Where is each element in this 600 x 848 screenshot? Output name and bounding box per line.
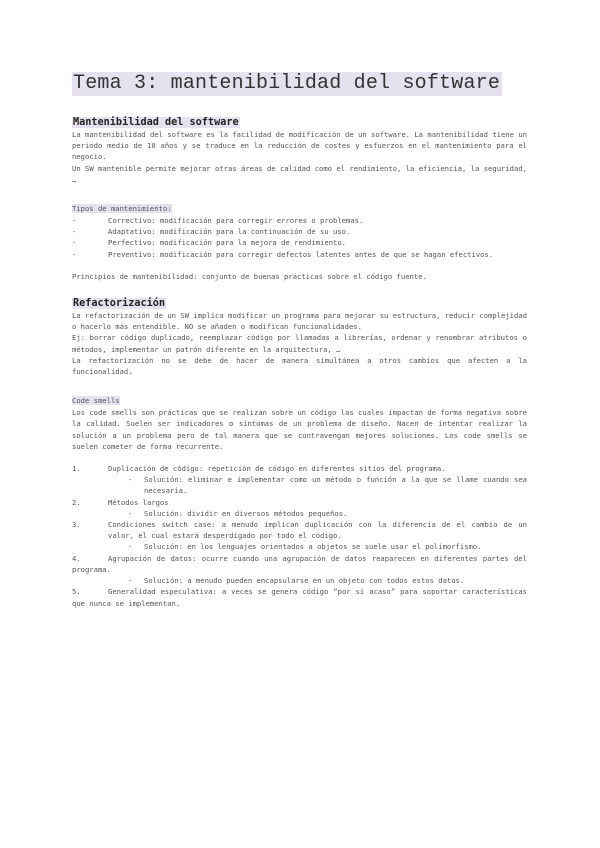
solution-item [72,541,527,552]
bullet: - [72,238,77,248]
numbered-item [72,497,527,508]
paragraph: Los code smells son prácticas que se realizan sobre un código las cuales impactan de forma negativa sobre la calidad. Suelen ser indicadores o síntomas de un problema de diseño. Nacen de intentar realizar la solución a un problema pero de tal manera que se contravengan mejores soluciones. Los code smells se suelen cometer de forma recurrente. [72,408,527,451]
paragraph: Ej: borrar código duplicado, reemplazar código por llamadas a librerías, ordenar y renombrar atributos o métodos, implementar un patrón diferente en la arquitectura, … [72,333,527,354]
bullet: - [128,475,133,485]
paragraph: La refactorización no se debe de hacer de manera simultánea a otros cambios que afecten a la funcionalidad. [72,355,527,377]
section-mantenibilidad [72,110,527,282]
bullet: - [128,542,133,552]
paragraph: Un SW mantenible permite mejorar otras áreas de calidad como el rendimiento, la eficiencia, la seguridad, … [72,163,527,184]
numbered-item [72,519,527,541]
item-text: Condiciones switch case: a menudo implican duplicación con la diferencia de el cambio de un valor, el cual estará desperdigado por todo el código. [108,520,527,541]
list-item-text: Preventivo: modificación para corregir defectos latentes antes de que se hagan efectivos. [108,249,494,259]
list-item-text: Perfectivo: modificación para la mejora de rendimiento. [108,238,346,248]
item-number: 1. [72,464,81,474]
document-page [72,72,527,609]
item-text: Generalidad especulativa: a veces se genera código “por si acaso” para soportar características que nunca se implementan. [72,587,527,608]
numbered-item [72,553,527,575]
paragraph: Principios de mantenibilidad: conjunto de buenas prácticas sobre el código fuente. [72,271,427,281]
solution-item [72,508,527,519]
paragraph: La mantenibilidad del software es la facilidad de modificación de un software. La mantenibilidad tiene un periodo medio de 10 años y se traduce en la reducción de costes y esfuerzos en el mantenimiento para el negocio. [72,130,527,162]
bullet: - [128,576,133,586]
solution-text: Solución: dividir en diversos métodos pequeños. [144,508,348,518]
page-title: Tema 3: mantenibilidad del software [73,72,501,95]
item-number: 3. [72,520,81,530]
solution-text: Solución: en los lenguajes orientados a objetos se suele usar el polimorfismo. [144,542,482,552]
solution-text: Solución: eliminar e implementar como un método o función a la que se llame cuando sea necesaria. [144,475,527,496]
numbered-item [72,586,527,608]
bullet: - [128,508,133,518]
bullet: - [72,249,77,259]
list-item [72,226,527,237]
item-number: 5. [72,587,81,597]
bullet: - [72,216,77,226]
section-refactorizacion [72,291,527,609]
subsection-label: Code smells [72,396,120,406]
list-item-text: Adaptativo: modificación para la continuación de su uso. [108,227,351,237]
item-number: 2. [72,497,81,507]
numbered-item [72,463,527,474]
bullet: - [72,227,77,237]
solution-item [72,474,527,496]
list-item-text: Correctivo: modificación para corregir errores o problemas. [108,216,364,226]
subsection-label: Tipos de mantenimiento: [72,204,172,214]
paragraph: La refactorización de un SW implica modificar un programa para mejorar su estructura, reducir complejidad o hacerlo más entendible. NO se añaden o modifican funcionalidades. [72,311,527,332]
item-number: 4. [72,553,81,563]
list-item [72,249,527,260]
list-item [72,237,527,248]
list-item [72,215,527,226]
section-heading: Mantenibilidad del software [73,117,239,128]
solution-text: Solución: a menudo pueden encapsularse en un objeto con todos estos datos. [144,576,465,586]
solution-item [72,575,527,586]
item-text: Métodos largos [108,497,169,507]
item-text: Agrupación de datos: ocurre cuando una agrupación de datos reaparecen en diferentes partes del programa. [72,553,527,574]
section-heading: Refactorización [73,298,166,310]
item-text: Duplicación de código: repetición de código en diferentes sitios del programa. [108,464,446,474]
